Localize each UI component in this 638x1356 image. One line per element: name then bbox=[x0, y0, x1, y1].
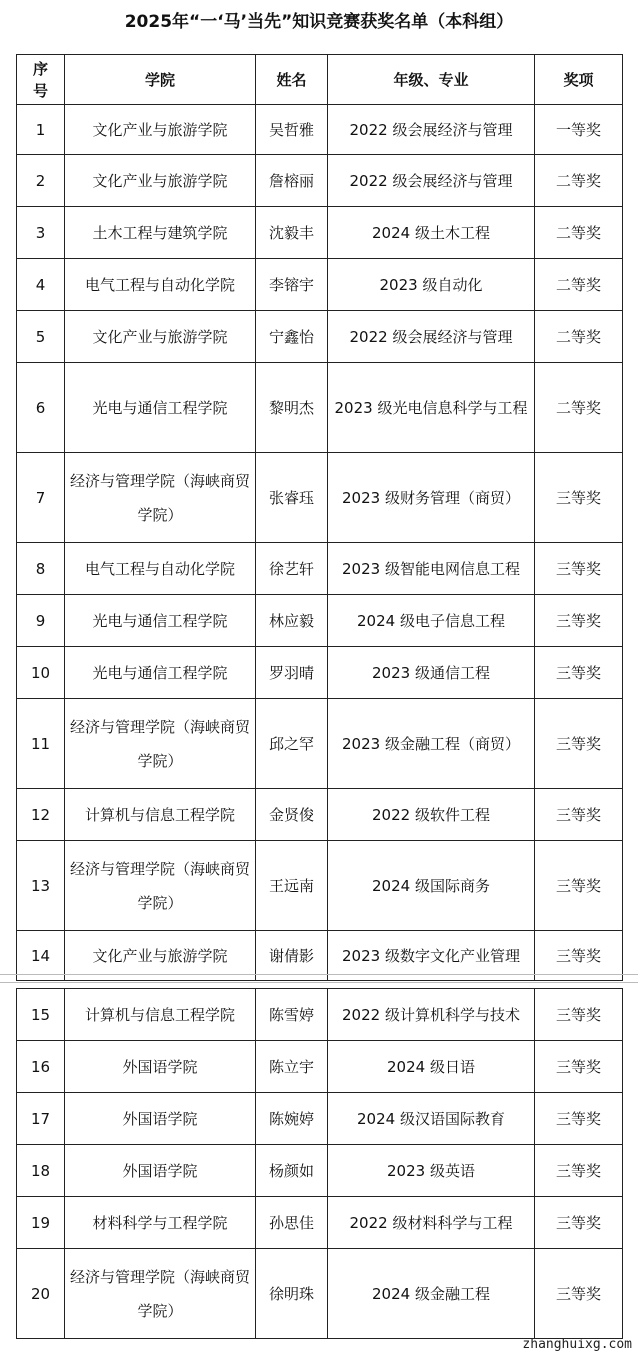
cell-name: 陈雪婷 bbox=[256, 989, 328, 1041]
cell-index: 1 bbox=[17, 105, 65, 155]
cell-name: 吴哲雅 bbox=[256, 105, 328, 155]
cell-college: 外国语学院 bbox=[65, 1093, 256, 1145]
table-row bbox=[17, 1145, 623, 1197]
table-row bbox=[17, 207, 623, 259]
cell-award: 二等奖 bbox=[535, 363, 623, 453]
header-name: 姓名 bbox=[256, 55, 328, 105]
cell-college: 经济与管理学院（海峡商贸学院） bbox=[65, 841, 256, 931]
cell-index: 3 bbox=[17, 207, 65, 259]
cell-major: 2022 级材料科学与工程 bbox=[328, 1197, 535, 1249]
cell-college: 电气工程与自动化学院 bbox=[65, 543, 256, 595]
cell-college: 文化产业与旅游学院 bbox=[65, 155, 256, 207]
cell-index: 18 bbox=[17, 1145, 65, 1197]
cell-name: 谢倩影 bbox=[256, 931, 328, 981]
document-title: 2025年“一‘马’当先”知识竞赛获奖名单（本科组） bbox=[124, 12, 514, 32]
cell-college: 经济与管理学院（海峡商贸学院） bbox=[65, 453, 256, 543]
cell-award: 一等奖 bbox=[535, 105, 623, 155]
cell-college: 材料科学与工程学院 bbox=[65, 1197, 256, 1249]
cell-college: 文化产业与旅游学院 bbox=[65, 311, 256, 363]
table-row bbox=[17, 789, 623, 841]
cell-index: 2 bbox=[17, 155, 65, 207]
table-row bbox=[17, 155, 623, 207]
cell-major: 2023 级自动化 bbox=[328, 259, 535, 311]
table-row bbox=[17, 105, 623, 155]
cell-name: 罗羽晴 bbox=[256, 647, 328, 699]
cell-college: 光电与通信工程学院 bbox=[65, 363, 256, 453]
table-row bbox=[17, 647, 623, 699]
table-row bbox=[17, 1093, 623, 1145]
cell-major: 2023 级智能电网信息工程 bbox=[328, 543, 535, 595]
cell-name: 杨颜如 bbox=[256, 1145, 328, 1197]
header-major: 年级、专业 bbox=[328, 55, 535, 105]
cell-index: 16 bbox=[17, 1041, 65, 1093]
cell-major: 2022 级软件工程 bbox=[328, 789, 535, 841]
cell-index: 8 bbox=[17, 543, 65, 595]
table-header-row bbox=[17, 55, 623, 105]
cell-award: 三等奖 bbox=[535, 543, 623, 595]
cell-name: 詹榕丽 bbox=[256, 155, 328, 207]
table-row bbox=[17, 595, 623, 647]
cell-college: 土木工程与建筑学院 bbox=[65, 207, 256, 259]
cell-award: 三等奖 bbox=[535, 1093, 623, 1145]
awards-table-page-1 bbox=[16, 54, 623, 981]
cell-major: 2024 级金融工程 bbox=[328, 1249, 535, 1339]
cell-award: 二等奖 bbox=[535, 259, 623, 311]
cell-major: 2024 级汉语国际教育 bbox=[328, 1093, 535, 1145]
cell-index: 15 bbox=[17, 989, 65, 1041]
cell-major: 2023 级光电信息科学与工程 bbox=[328, 363, 535, 453]
cell-name: 徐艺轩 bbox=[256, 543, 328, 595]
header-award: 奖项 bbox=[535, 55, 623, 105]
cell-award: 三等奖 bbox=[535, 647, 623, 699]
cell-name: 陈立宇 bbox=[256, 1041, 328, 1093]
table-row bbox=[17, 311, 623, 363]
cell-name: 徐明珠 bbox=[256, 1249, 328, 1339]
cell-index: 9 bbox=[17, 595, 65, 647]
cell-award: 二等奖 bbox=[535, 207, 623, 259]
cell-major: 2024 级土木工程 bbox=[328, 207, 535, 259]
cell-major: 2022 级计算机科学与技术 bbox=[328, 989, 535, 1041]
cell-index: 6 bbox=[17, 363, 65, 453]
cell-major: 2022 级会展经济与管理 bbox=[328, 105, 535, 155]
cell-college: 经济与管理学院（海峡商贸学院） bbox=[65, 699, 256, 789]
cell-award: 三等奖 bbox=[535, 1145, 623, 1197]
table-row bbox=[17, 699, 623, 789]
cell-index: 17 bbox=[17, 1093, 65, 1145]
table-row bbox=[17, 931, 623, 981]
cell-award: 三等奖 bbox=[535, 1197, 623, 1249]
cell-index: 11 bbox=[17, 699, 65, 789]
cell-college: 光电与通信工程学院 bbox=[65, 647, 256, 699]
cell-college: 电气工程与自动化学院 bbox=[65, 259, 256, 311]
cell-major: 2023 级数字文化产业管理 bbox=[328, 931, 535, 981]
cell-index: 20 bbox=[17, 1249, 65, 1339]
cell-major: 2023 级英语 bbox=[328, 1145, 535, 1197]
cell-index: 12 bbox=[17, 789, 65, 841]
cell-major: 2023 级通信工程 bbox=[328, 647, 535, 699]
cell-name: 陈婉婷 bbox=[256, 1093, 328, 1145]
cell-award: 三等奖 bbox=[535, 1041, 623, 1093]
cell-index: 13 bbox=[17, 841, 65, 931]
cell-name: 孙思佳 bbox=[256, 1197, 328, 1249]
table-row bbox=[17, 363, 623, 453]
table-row bbox=[17, 453, 623, 543]
cell-award: 三等奖 bbox=[535, 595, 623, 647]
cell-name: 李镕宇 bbox=[256, 259, 328, 311]
cell-college: 计算机与信息工程学院 bbox=[65, 789, 256, 841]
cell-name: 宁鑫怡 bbox=[256, 311, 328, 363]
cell-index: 5 bbox=[17, 311, 65, 363]
awards-table-page-2 bbox=[16, 988, 623, 1339]
cell-name: 王远南 bbox=[256, 841, 328, 931]
cell-award: 二等奖 bbox=[535, 155, 623, 207]
cell-award: 三等奖 bbox=[535, 989, 623, 1041]
page-break bbox=[0, 974, 638, 984]
cell-name: 金贤俊 bbox=[256, 789, 328, 841]
cell-name: 张睿珏 bbox=[256, 453, 328, 543]
cell-college: 外国语学院 bbox=[65, 1145, 256, 1197]
cell-index: 7 bbox=[17, 453, 65, 543]
cell-index: 10 bbox=[17, 647, 65, 699]
cell-college: 文化产业与旅游学院 bbox=[65, 931, 256, 981]
cell-index: 4 bbox=[17, 259, 65, 311]
cell-name: 邱之罕 bbox=[256, 699, 328, 789]
cell-award: 三等奖 bbox=[535, 931, 623, 981]
cell-index: 19 bbox=[17, 1197, 65, 1249]
cell-award: 三等奖 bbox=[535, 841, 623, 931]
cell-major: 2024 级电子信息工程 bbox=[328, 595, 535, 647]
cell-college: 文化产业与旅游学院 bbox=[65, 105, 256, 155]
cell-major: 2023 级财务管理（商贸） bbox=[328, 453, 535, 543]
watermark: zhanghuixg.com bbox=[522, 1337, 632, 1352]
cell-award: 三等奖 bbox=[535, 699, 623, 789]
cell-name: 沈毅丰 bbox=[256, 207, 328, 259]
cell-award: 三等奖 bbox=[535, 1249, 623, 1339]
table-row bbox=[17, 1197, 623, 1249]
cell-college: 经济与管理学院（海峡商贸学院） bbox=[65, 1249, 256, 1339]
cell-award: 三等奖 bbox=[535, 453, 623, 543]
cell-name: 黎明杰 bbox=[256, 363, 328, 453]
cell-major: 2022 级会展经济与管理 bbox=[328, 311, 535, 363]
table-row bbox=[17, 1041, 623, 1093]
header-index: 序号 bbox=[17, 55, 65, 105]
table-row bbox=[17, 259, 623, 311]
cell-college: 光电与通信工程学院 bbox=[65, 595, 256, 647]
header-college: 学院 bbox=[65, 55, 256, 105]
cell-college: 外国语学院 bbox=[65, 1041, 256, 1093]
cell-major: 2024 级国际商务 bbox=[328, 841, 535, 931]
table-row bbox=[17, 1249, 623, 1339]
table-row bbox=[17, 989, 623, 1041]
cell-major: 2024 级日语 bbox=[328, 1041, 535, 1093]
cell-major: 2023 级金融工程（商贸） bbox=[328, 699, 535, 789]
cell-index: 14 bbox=[17, 931, 65, 981]
cell-college: 计算机与信息工程学院 bbox=[65, 989, 256, 1041]
table-row bbox=[17, 543, 623, 595]
cell-award: 二等奖 bbox=[535, 311, 623, 363]
cell-name: 林应毅 bbox=[256, 595, 328, 647]
cell-major: 2022 级会展经济与管理 bbox=[328, 155, 535, 207]
cell-award: 三等奖 bbox=[535, 789, 623, 841]
table-row bbox=[17, 841, 623, 931]
